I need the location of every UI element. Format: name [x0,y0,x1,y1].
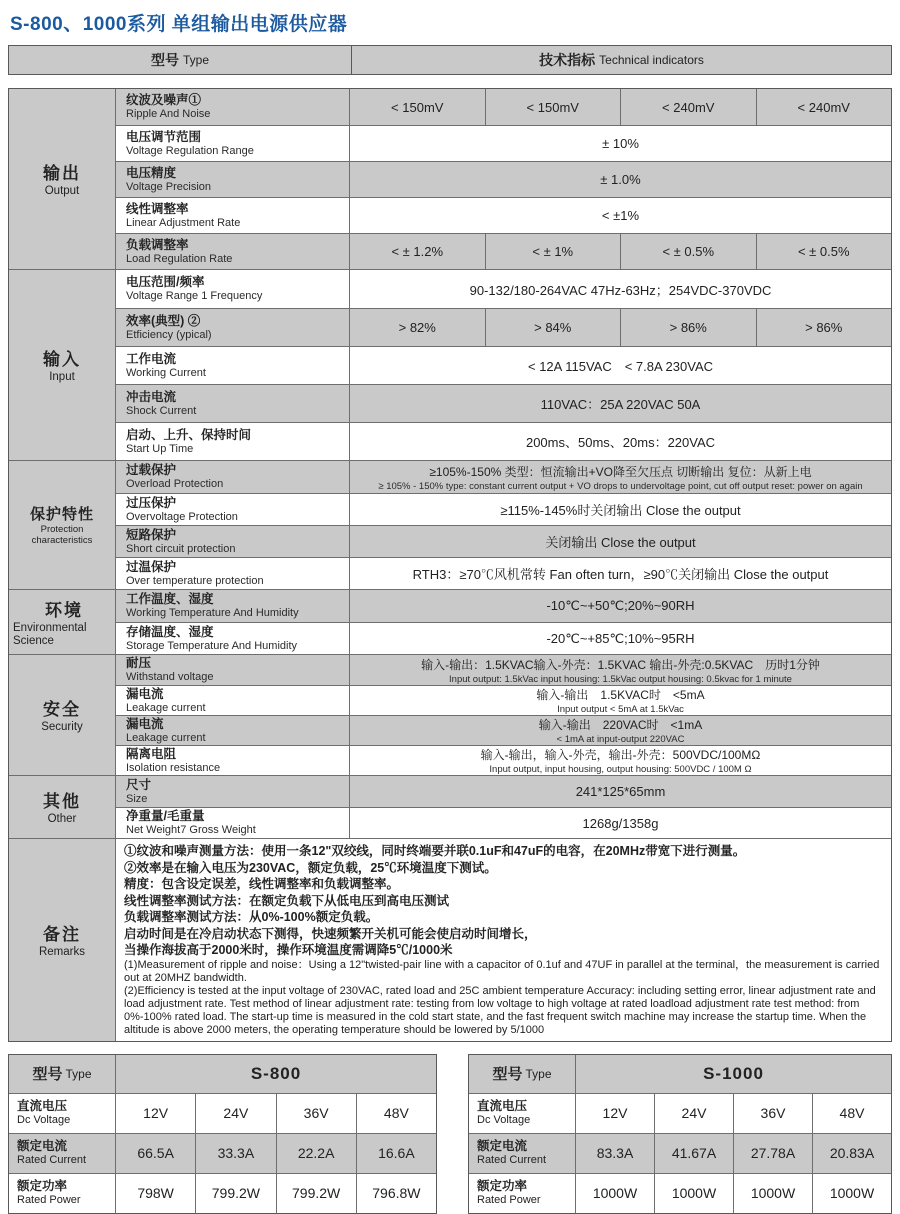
param-label-en: Working Current [126,366,206,379]
value-text: 90-132/180-264VAC 47Hz-63Hz；254VDC-370VDC [469,282,772,298]
row-short-circuit-protection [116,525,891,557]
model-row-label-zh: 额定功率 [477,1179,528,1194]
param-label-en: Overvoltage Protection [126,510,238,523]
remark-line: 线性调整率测试方法：在额定负载下从低电压到高电压测试 [124,893,450,908]
param-cell [116,385,350,422]
value-cell: < 240mV [756,89,892,125]
model-value-cell: 66.5A [137,1145,174,1161]
remarks-content [116,839,891,1041]
value-cell [350,385,891,422]
category-label-zh: 备注 [43,925,81,945]
value-cell: > 84% [485,309,621,346]
row-over-temperature-protection [116,557,891,589]
model-row-rated-current [469,1133,891,1173]
param-label-en: Etficiency (ypical) [126,328,212,341]
param-cell [116,776,350,807]
param-label-zh: 过温保护 [126,559,177,574]
section-rows [116,270,891,460]
param-cell [116,494,350,525]
value-subtext: ≥ 105% - 150% type: constant current output + VO drops to undervoltage point, cut off output reset: power on again [378,480,863,492]
model-row-rated-power [9,1173,436,1213]
category-label-zh: 安全 [43,700,81,720]
category-cell-other [9,776,116,838]
category-cell-input [9,270,116,460]
model-value-cell: 22.2A [276,1134,356,1173]
value-cell [350,655,891,685]
category-label-en: Protection characteristics [31,524,93,546]
param-label-zh: 启动、上升、保持时间 [126,427,252,442]
category-cell-protection [9,461,116,589]
section-rows [116,655,891,775]
param-cell [116,162,350,197]
model-value-cell: 24V [654,1094,733,1133]
row-voltage-range-frequency [116,270,891,308]
row-linear-adjustment-rate [116,197,891,233]
param-label-en: Net Weight7 Gross Weight [126,824,256,837]
model-type-label-zh: 型号 [492,1066,523,1083]
model-value-cell: 36V [733,1094,812,1133]
model-row-label-en: Dc Voltage [17,1114,71,1127]
value-cell [350,746,891,775]
category-label-en: Input [49,371,75,384]
param-cell [116,89,350,125]
model-name: S-800 [250,1063,302,1083]
model-row-label [9,1134,116,1173]
value-cell [350,270,891,308]
remark-line: ②效率是在输入电压为230VAC，额定负载，25℃环境温度下测试。 [124,860,497,875]
model-type-cell [469,1055,576,1093]
param-label-zh: 短路保护 [126,527,177,542]
row-size [116,776,891,807]
row-overvoltage-protection [116,493,891,525]
param-label-zh: 尺寸 [126,777,152,792]
section-environment [9,589,891,654]
value-cell: > 82% [398,320,436,335]
param-label-zh: 漏电流 [126,716,164,731]
model-value-cell: 48V [812,1094,891,1133]
remark-line: ①纹波和噪声测量方法：使用一条12"双绞线，同时终端要并联0.1uF和47uF的电容，在20MHz带宽下进行测量。 [124,844,746,858]
model-value-cell: 41.67A [654,1134,733,1173]
section-rows [116,89,891,269]
row-overload-protection [116,461,891,493]
category-cell-security [9,655,116,775]
model-value-cell: 799.2W [195,1174,275,1213]
row-working-current [116,346,891,384]
param-cell [116,126,350,161]
value-subtext: Input output < 5mA at 1.5kVac [557,704,684,715]
header-type-label-zh: 型号 [150,52,179,68]
param-cell [116,347,350,384]
param-label-en: Short circuit protection [126,542,236,555]
value-cell [350,808,891,838]
spec-table [8,88,892,1042]
row-efficiency [116,308,891,346]
row-working-temperature [116,590,891,622]
value-cell: < 150mV [391,99,444,115]
value-cell: < 150mV [485,89,621,125]
value-text: 110VAC：25A 220VAC 50A [540,397,701,412]
header-type-cell [9,46,352,74]
header-tech-label-zh: 技术指标 [539,52,596,68]
category-label-en: Security [41,721,83,734]
param-label-zh: 线性调整率 [126,201,189,216]
value-cells [350,234,891,269]
model-row-label-zh: 直流电压 [17,1099,68,1114]
param-label-en: Withstand voltage [126,671,214,684]
param-label-zh: 过载保护 [126,463,177,478]
remark-line: 启动时间是在冷启动状态下测得，快速频繁开关机可能会使启动时间增长， [124,926,537,941]
row-shock-current [116,384,891,422]
row-leakage-current-1 [116,685,891,715]
value-cell [350,198,891,233]
model-value-cell: 1000W [733,1174,812,1213]
value-text: 200ms、50ms、20ms：220VAC [525,435,716,450]
value-cell [350,347,891,384]
param-label-zh: 工作电流 [126,351,177,366]
value-text: RTH3：≥70℃风机常转 Fan often turn，≥90℃关闭输出 Close the output [412,567,829,582]
value-cells [350,89,891,125]
value-cell [350,590,891,622]
value-text: -10℃~+50℃;20%~90RH [546,598,695,613]
model-value-cell: 799.2W [276,1174,356,1213]
param-cell [116,423,350,460]
value-cell: < 240mV [620,89,756,125]
model-row-label [469,1094,576,1133]
category-label-zh: 环境 [45,600,83,620]
param-label-en: Voltage Precision [126,180,211,193]
param-label-en: Voltage Regulation Range [126,144,254,157]
model-row-label-zh: 额定电流 [477,1139,528,1154]
header-tech-label-en: Technical indicators [599,53,704,67]
row-start-up-time [116,422,891,460]
model-value-cell: 48V [356,1094,436,1133]
param-label-en: Shock Current [126,404,197,417]
model-type-label-en: Type [65,1066,92,1081]
model-row-label [469,1174,576,1213]
param-label-zh: 负载调整率 [126,237,189,252]
value-cell: < ± 1% [485,234,621,269]
section-rows [116,461,891,589]
param-cell [116,198,350,233]
model-row-label-en: Rated Power [17,1194,81,1207]
remark-paragraph-en: (1)Measurement of ripple and noise：Using a 12"twisted-pair line with a capacitor of 0.1uf and 47UF in parallel at the terminal，the measurement is carried out at 20MHZ bandwidth. [124,958,880,984]
param-label-en: Leakage current [126,701,206,714]
header-type-label-en: Type [182,53,209,67]
category-label-zh: 保护特性 [29,506,94,524]
model-value-cell: 33.3A [195,1134,275,1173]
model-table-header [9,1055,436,1093]
category-cell-output [9,89,116,269]
param-cell [116,461,350,493]
value-cell [350,494,891,525]
model-table-s1000 [468,1054,892,1214]
param-cell [116,234,350,269]
model-type-label-en: Type [525,1066,552,1081]
model-type-label-zh: 型号 [32,1066,63,1083]
value-cell: < ± 1.2% [391,244,444,259]
category-cell-environment [9,590,116,654]
value-text: ± 10% [602,136,639,151]
param-label-en: Isolation resistance [126,761,221,774]
param-cell [116,558,350,589]
value-text: 1268g/1358g [582,815,659,831]
param-cell [116,526,350,557]
section-input [9,269,891,460]
model-value-cell: 798W [137,1185,174,1201]
model-row-dc-voltage [469,1093,891,1133]
section-other [9,775,891,838]
value-cell: < ± 0.5% [620,234,756,269]
model-row-label [9,1174,116,1213]
param-label-en: Voltage Range 1 Frequency [126,290,263,303]
value-cell [350,716,891,745]
category-label-en: Remarks [38,946,85,959]
param-cell [116,808,350,838]
value-text: 关闭输出 Close the output [545,535,696,550]
value-cell [350,162,891,197]
section-rows [116,590,891,654]
value-cell [350,776,891,807]
param-label-en: Leakage current [126,731,206,744]
param-label-en: Working Temperature And Humidity [126,607,299,620]
remark-line: 当操作海拔高于2000米时，操作环境温度需调降5℃/1000米 [124,943,453,957]
remark-line: 精度：包含设定误差，线性调整率和负载调整率。 [124,877,400,891]
category-label-zh: 其他 [43,792,81,812]
value-text: 输入-输出，输入-外壳，输出-外壳：500VDC/100MΩ [480,748,761,762]
param-label-zh: 净重量/毛重量 [126,809,205,824]
category-label-en: Environmental Science [13,621,87,647]
value-text: 241*125*65mm [575,784,666,799]
param-label-zh: 工作温度、湿度 [126,592,214,607]
model-type-cell [9,1055,116,1093]
value-cell [350,558,891,589]
value-text: 输入-输出 1.5KVAC时 <5mA [536,688,705,702]
row-load-regulation-rate [116,233,891,269]
section-output [9,89,891,269]
model-row-label-en: Rated Power [477,1194,541,1207]
value-text: ± 1.0% [600,172,641,187]
value-text: ≥105%-150% 类型：恒流输出+VO降至欠压点 切断输出 复位：从新上电 [429,464,812,479]
param-label-zh: 电压精度 [126,165,177,180]
row-voltage-regulation-range [116,125,891,161]
value-subtext: Input output, input housing, output housing: 500VDC / 100M Ω [489,764,752,775]
param-label-en: Storage Temperature And Humidity [126,639,297,652]
category-label-zh: 输出 [43,164,81,184]
param-cell [116,270,350,308]
value-text: -20℃~+85℃;10%~95RH [546,630,695,646]
param-cell [116,716,350,745]
value-text: 输入-输出：1.5KVAC输入-外壳：1.5KVAC 输出-外壳:0.5KVAC 历时1分钟 [421,657,820,672]
model-value-cell: 12V [602,1105,628,1121]
model-row-label-en: Rated Current [477,1154,547,1167]
row-storage-temperature [116,622,891,654]
category-label-zh: 输入 [43,350,81,370]
param-label-zh: 电压范围/频率 [126,275,205,290]
model-value-cell: 796.8W [356,1174,436,1213]
param-cell [116,746,350,775]
model-table-header [469,1055,891,1093]
param-label-en: Size [126,792,148,805]
section-rows [116,776,891,838]
param-label-en: Start Up Time [126,442,194,455]
value-text: ≥115%-145%时关闭输出 Close the output [500,503,741,518]
value-cell [350,623,891,654]
row-weight [116,807,891,838]
page-title: S-800、1000系列 单组输出电源供应器 [10,14,348,35]
row-withstand-voltage [116,655,891,685]
row-voltage-precision [116,161,891,197]
row-isolation-resistance [116,745,891,775]
section-security [9,654,891,775]
param-label-zh: 存储温度、湿度 [126,624,214,639]
param-cell [116,590,350,622]
value-cell [350,686,891,715]
category-label-en: Output [44,185,80,198]
value-subtext: < 1mA at input-output 220VAC [556,734,685,745]
section-remarks [9,838,891,1041]
model-row-rated-power [469,1173,891,1213]
model-value-cell: 20.83A [812,1134,891,1173]
model-tables [8,1054,892,1214]
model-row-rated-current [9,1133,436,1173]
header-tech-cell [352,46,891,74]
model-row-dc-voltage [9,1093,436,1133]
remark-paragraph-en: (2)Efficiency is tested at the input voltage of 230VAC, rated load and 25C ambient temperature Accuracy: including setting error, linear adjustment rate and load adjustment rate. Test method of linear adjustment rate: testing from low voltage to high voltage at rated loadload adjustment rate test method: from 0%-100% rated load. The start-up time is measured in the cold start state, and the fast frequent switch machine may increase the startup time. When the altitude is above 2000 meters, the operating temperature should be lowered by 5/1000 [124,984,876,1036]
value-text: < 12A 115VAC < 7.8A 230VAC [527,359,713,374]
model-value-cell: 16.6A [356,1134,436,1173]
model-value-cell: 1000W [812,1174,891,1213]
model-value-cell: 36V [276,1094,356,1133]
value-text: < ±1% [601,208,640,223]
category-label-en: Other [47,813,77,826]
param-cell [116,686,350,715]
model-value-cell: 27.78A [733,1134,812,1173]
row-leakage-current-2 [116,715,891,745]
param-cell [116,655,350,685]
value-cell: < ± 0.5% [756,234,892,269]
table-header-row [8,45,892,75]
value-cells [350,309,891,346]
param-label-zh: 冲击电流 [126,389,177,404]
param-label-zh: 电压调节范围 [126,129,202,144]
param-label-en: Overload Protection [126,478,224,491]
param-label-zh: 隔离电阻 [126,746,177,761]
remark-line: 负载调整率测试方法：从0%-100%额定负载。 [124,910,379,924]
value-cell: > 86% [620,309,756,346]
model-table-s800 [8,1054,437,1214]
model-value-cell: 24V [195,1094,275,1133]
param-label-zh: 耐压 [126,656,152,671]
category-cell-remarks [9,839,116,1041]
value-cell [350,526,891,557]
model-row-label-zh: 直流电压 [477,1099,528,1114]
value-cell [350,461,891,493]
model-row-label-zh: 额定电流 [17,1139,68,1154]
param-cell [116,309,350,346]
value-cell [350,423,891,460]
value-cell: > 86% [756,309,892,346]
model-value-cell: 1000W [654,1174,733,1213]
section-protection [9,460,891,589]
param-cell [116,623,350,654]
model-name: S-1000 [703,1063,764,1083]
model-value-cell: 1000W [592,1185,638,1201]
model-value-cell: 83.3A [596,1145,634,1161]
param-label-en: Over temperature protection [126,574,264,587]
row-ripple-noise [116,89,891,125]
model-row-label [469,1134,576,1173]
param-label-zh: 过压保护 [126,495,177,510]
param-label-en: Load Regulation Rate [126,252,233,265]
model-row-label-en: Dc Voltage [477,1114,531,1127]
value-text: 输入-输出 220VAC时 <1mA [538,718,703,732]
param-label-zh: 纹波及噪声① [126,93,202,108]
model-row-label-zh: 额定功率 [17,1179,68,1194]
value-cell [350,126,891,161]
param-label-zh: 效率(典型) ② [126,313,201,328]
model-row-label [9,1094,116,1133]
model-value-cell: 12V [143,1105,169,1121]
model-row-label-en: Rated Current [17,1154,87,1167]
param-label-zh: 漏电流 [126,686,164,701]
value-subtext: Input output: 1.5kVac input housing: 1.5kVac output housing: 0.5kvac for 1 minute [449,673,792,685]
param-label-en: Ripple And Noise [126,108,211,121]
param-label-en: Linear Adjustment Rate [126,216,241,229]
